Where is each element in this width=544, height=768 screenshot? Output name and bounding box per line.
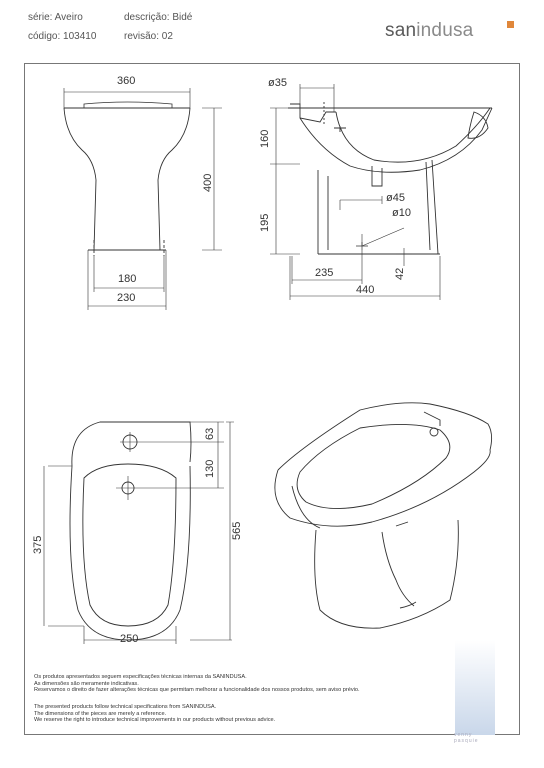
dim-front-base: 230	[117, 292, 136, 304]
dim-plan-bowl-length: 375	[32, 535, 44, 554]
dim-side-dia-10: ø10	[392, 207, 411, 219]
dim-plan-drain-offset: 130	[204, 459, 216, 478]
dim-side-dia-top: ø35	[268, 77, 287, 89]
dim-plan-tap-offset: 63	[204, 427, 216, 440]
codigo-label: código: 103410	[28, 31, 97, 42]
notes-en	[34, 704, 275, 724]
note-en-1: The presented products follow technical specifications from SANINDUSA.	[34, 704, 217, 710]
revisao-label: revisão: 02	[124, 31, 173, 42]
notes-pt	[34, 674, 360, 694]
dim-front-height: 400	[202, 173, 214, 192]
plan-view	[44, 422, 234, 644]
brand-logo-part1: san	[385, 20, 417, 41]
dim-plan-bowl-width: 250	[120, 633, 139, 645]
brand-logo-part2: indusa	[416, 20, 474, 41]
stamp-line-1: venny	[454, 732, 473, 738]
dim-side-lower: 195	[259, 213, 271, 232]
note-en-2: The dimensions of the pieces are merely a reference.	[34, 710, 167, 717]
front-view	[64, 88, 222, 310]
dim-side-floor: 42	[394, 267, 406, 280]
note-en-3: We reserve the right to introduce technical improvements in our products without previous advice.	[34, 717, 276, 724]
perspective-view	[275, 403, 492, 628]
stamp-text	[454, 732, 479, 744]
note-pt-3: Reservamos o direito de fazer alterações técnicas que permitam melhorar a funcionalidade dos nossos produtos, sem aviso prévio.	[34, 687, 360, 694]
serie-label: série: Aveiro	[28, 12, 83, 23]
note-pt-1: Os produtos apresentados seguem especificações técnicas internas da SANINDUSA.	[34, 674, 247, 680]
decorative-stripe	[455, 640, 495, 735]
dim-side-dia-45: ø45	[386, 192, 405, 204]
dim-front-top-width: 360	[117, 75, 136, 87]
dim-front-inner-base: 180	[118, 273, 137, 285]
dim-side-offset: 235	[315, 267, 334, 279]
side-section-view	[270, 84, 492, 300]
dim-plan-total-length: 565	[231, 521, 243, 540]
dim-side-length: 440	[356, 284, 375, 296]
descricao-label: descrição: Bidé	[124, 12, 193, 23]
stamp-line-2: pasquie	[454, 738, 479, 744]
dim-side-upper: 160	[259, 129, 271, 148]
note-pt-2: As dimensões são meramente indicativas.	[34, 680, 139, 687]
